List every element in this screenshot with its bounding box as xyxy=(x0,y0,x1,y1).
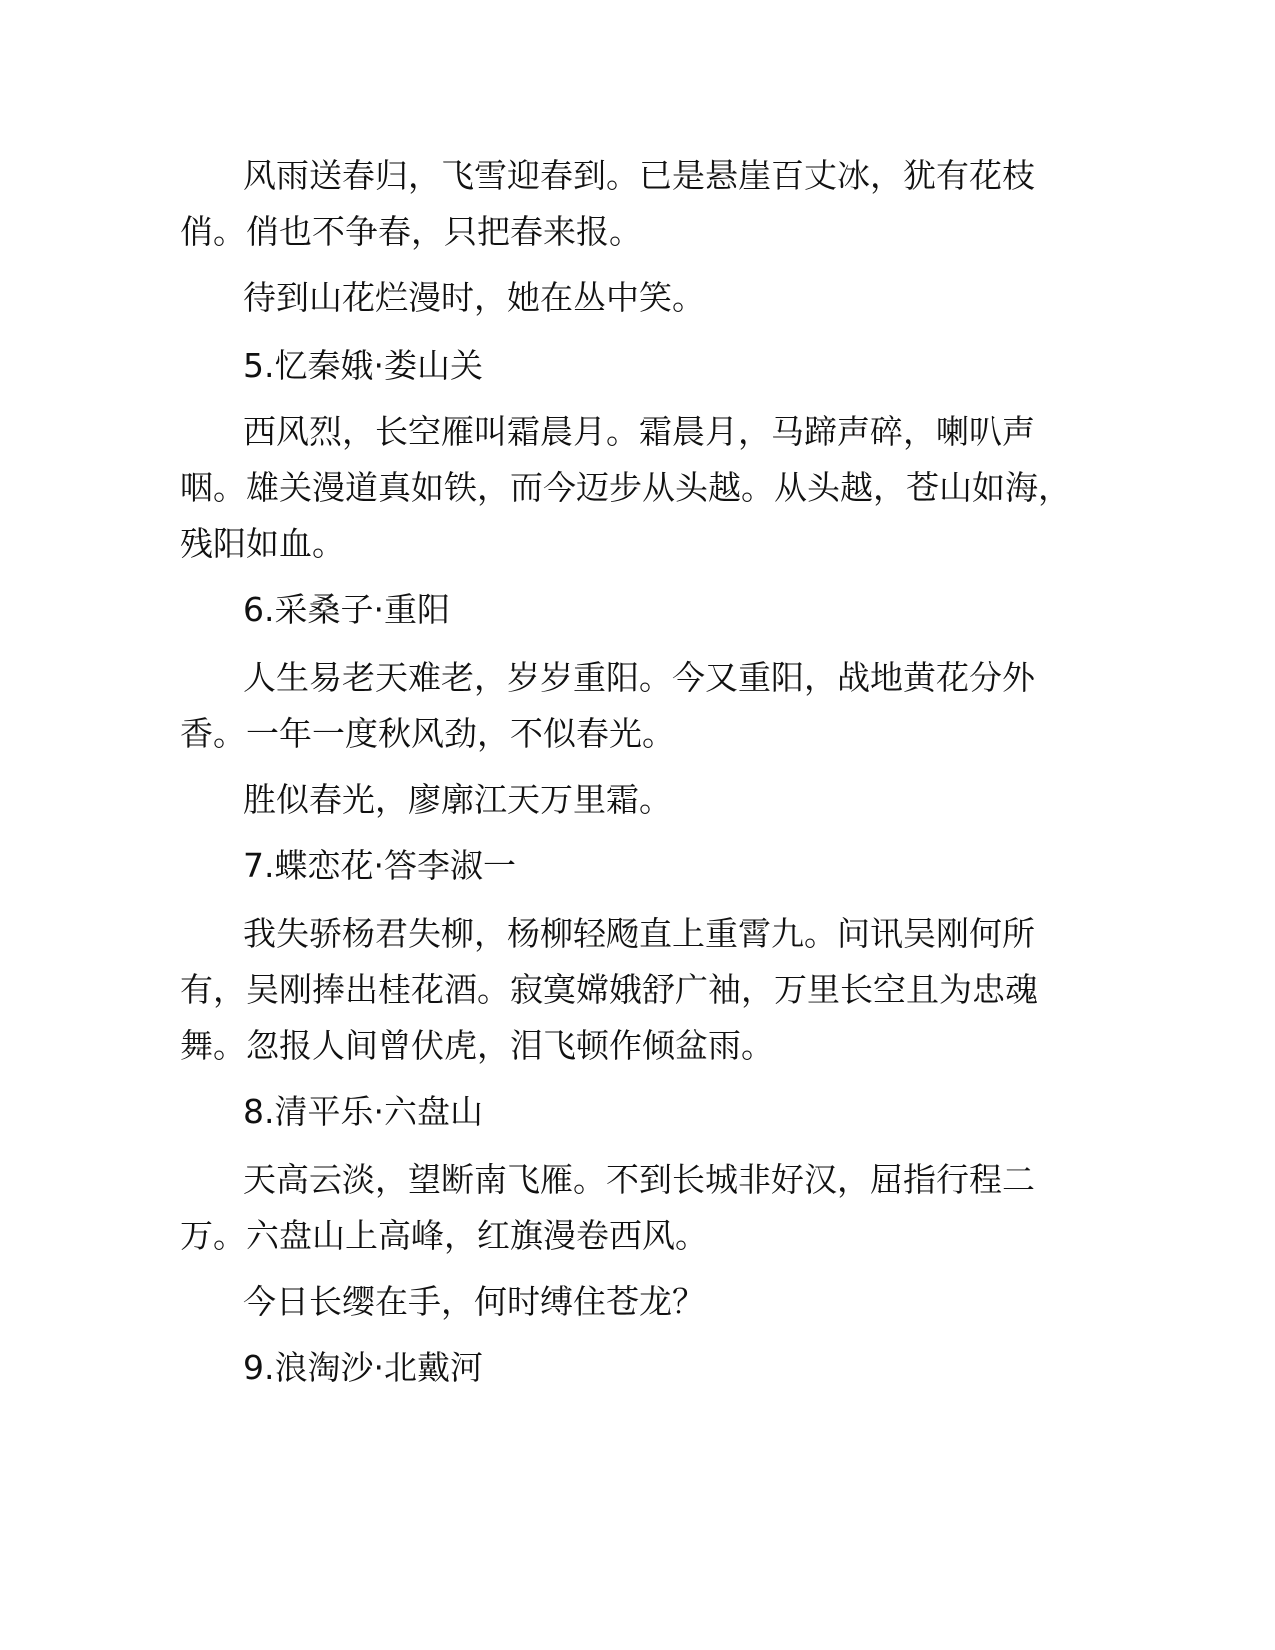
paragraph-line: 天高云淡，望断南飞雁。不到长城非好汉，屈指行程二 xyxy=(243,1160,1035,1199)
paragraph-line: 有，吴刚捧出桂花酒。寂寞嫦娥舒广袖，万里长空且为忠魂 xyxy=(180,970,1038,1009)
paragraph-line: 我失骄杨君失柳，杨柳轻飏直上重霄九。问讯吴刚何所 xyxy=(243,914,1035,953)
section-heading: 8.清平乐·六盘山 xyxy=(243,1092,483,1131)
paragraph-line: 待到山花烂漫时，她在丛中笑。 xyxy=(243,278,705,317)
paragraph-line: 人生易老天难老，岁岁重阳。今又重阳，战地黄花分外 xyxy=(243,658,1035,697)
section-heading: 7.蝶恋花·答李淑一 xyxy=(243,846,516,885)
paragraph-line: 俏。俏也不争春，只把春来报。 xyxy=(180,212,642,251)
section-heading: 9.浪淘沙·北戴河 xyxy=(243,1348,483,1387)
paragraph-line: 咽。雄关漫道真如铁，而今迈步从头越。从头越，苍山如海， xyxy=(180,468,1071,507)
paragraph-line: 万。六盘山上高峰，红旗漫卷西风。 xyxy=(180,1216,708,1255)
paragraph-line: 今日长缨在手，何时缚住苍龙？ xyxy=(243,1282,705,1321)
paragraph-line: 残阳如血。 xyxy=(180,524,345,563)
section-heading: 5.忆秦娥·娄山关 xyxy=(243,346,483,385)
paragraph-line: 西风烈，长空雁叫霜晨月。霜晨月，马蹄声碎，喇叭声 xyxy=(243,412,1035,451)
paragraph-line: 风雨送春归，飞雪迎春到。已是悬崖百丈冰，犹有花枝 xyxy=(243,156,1035,195)
paragraph-line: 胜似春光，廖廓江天万里霜。 xyxy=(243,780,672,819)
paragraph-line: 香。一年一度秋风劲，不似春光。 xyxy=(180,714,675,753)
section-heading: 6.采桑子·重阳 xyxy=(243,590,450,629)
paragraph-line: 舞。忽报人间曾伏虎，泪飞顿作倾盆雨。 xyxy=(180,1026,774,1065)
